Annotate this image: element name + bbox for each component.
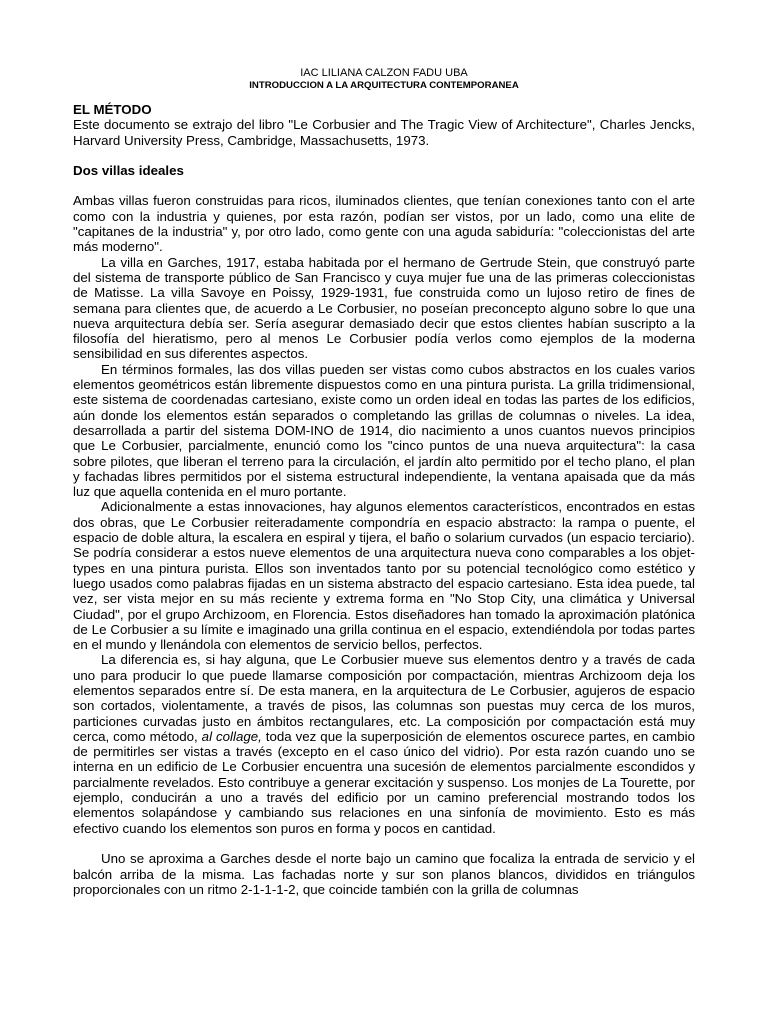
paragraph-1: Ambas villas fueron construidas para ricos, iluminados clientes, que tenían conexiones tanto con el arte como con la industria y quienes, por esta razón, podían ser vistos, por un lado, como una elite de "capitanes de la industria" y, por otro lado, como gente con una aguda sabiduría: "coleccionistas del arte más moderno".: [73, 193, 695, 255]
spacer: [73, 178, 695, 193]
paragraph-3: En términos formales, las dos villas pueden ser vistas como cubos abstractos en los cuales varios elementos geométricos están libremente dispuestos como en una pintura purista. La grilla tridimensional, este sistema de coordenadas cartesiano, existe como un orden ideal en todas las partes de los edificios, aún donde los elementos están separados o completando las grillas de columnas o niveles. La idea, desarrollada a partir del sistema DOM-INO de 1914, dio nacimiento a unos cuantos nuevos principios que Le Corbusier, parcialmente, enunció como los "cinco puntos de una nueva arquitectura": la casa sobre pilotes, que liberan el terreno para la circulación, el jardín alto permitido por el techo plano, el plan y fachadas libres permitidos por el sistema estructural independiente, la ventana apaisada que da más luz que aquella contenida en el muro portante.: [73, 361, 695, 500]
paragraph-5-italic: al collage,: [201, 728, 262, 744]
header-course: INTRODUCCION A LA ARQUITECTURA CONTEMPORANEA: [249, 80, 519, 91]
header-institution: IAC LILIANA CALZON FADU UBA: [300, 67, 468, 79]
paragraph-5-text-b: toda vez que la superposición de elementos oscurece partes, en cambio de permitirles ser vistas a través (excepto en el caso único del vidrio). Por esta razón cuando uno se interna en un edificio de Le Corbusier encuentra una sucesión de elementos parcialmente escondidos y parcialmente revelados. Esto contribuye a generar excitación y suspenso. Los monjes de La Tourette, por ejemplo, conducirán a uno a través del edificio por un camino preferencial mostrando todos los elementos solapándose y cambiando sus relaciones en una sinfonía de movimiento. Esto es más efectivo cuando los elementos son puros en forma y pocos en cantidad.: [73, 728, 695, 836]
paragraph-4: Adicionalmente a estas innovaciones, hay algunos elementos característicos, encontrados en estas dos obras, que Le Corbusier reiteradamente compondría en espacio abstracto: la rampa o puente, el espacio de doble altura, la escalera en espiral y tijera, el baño o solarium curvados (un espacio terciario). Se podría considerar a estos nueve elementos de una arquitectura nueva cono comparables a los objet-types en una pintura purista. Ellos son inventados tanto por su potencial tecnológico como estético y luego usados como palabras fijadas en un sistema abstracto del espacio cartesiano. Esta idea puede, tal vez, ser vista mejor en su más reciente y extrema forma en "No Stop City, una climática y Universal Ciudad", por el grupo Archizoom, en Florencia. Estos diseñadores han tomado la aproximación platónica de Le Corbusier a su límite e imaginado una grilla continua en el espacio, extendiéndola por todas partes en el mundo y llenándola con elementos de servicio bellos, perfectos.: [73, 499, 695, 653]
paragraph-5-text-a: La diferencia es, si hay alguna, que Le Corbusier mueve sus elementos dentro y a través de cada uno para producir lo que puede llamarse composición por compactación, mientras Archizoom deja los elementos separados entre sí. De esta manera, en la arquitectura de Le Corbusier, agujeros de espacio son cortados, violentamente, a través de pisos, las columnas son puestas muy cerca de los muros, particiones curvadas justo en ámbitos rectangulares, etc. La composición por compactación está muy cerca, como método,: [73, 652, 695, 744]
source-note: Este documento se extrajo del libro "Le Corbusier and The Tragic View of Architecture", Charles Jencks, Harvard University Press, Cambridge, Massachusetts, 1973.: [73, 117, 695, 148]
section-heading: Dos villas ideales: [73, 162, 184, 178]
paragraph-6: Uno se aproxima a Garches desde el norte bajo un camino que focaliza la entrada de servicio y el balcón arriba de la misma. Las fachadas norte y sur son planos blancos, divididos en triángulos proporcionales con un ritmo 2-1-1-1-2, que coincide también con la grilla de columnas: [73, 851, 695, 897]
paragraph-5: [73, 652, 695, 836]
document-title: EL MÉTODO: [73, 102, 152, 117]
paragraph-2: La villa en Garches, 1917, estaba habitada por el hermano de Gertrude Stein, que construyó parte del sistema de transporte público de San Francisco y cuya mujer fue una de las primeras coleccionistas de Matisse. La villa Savoye en Poissy, 1929-1931, fue construida como un lujoso retiro de fines de semana para clientes que, de acuerdo a Le Corbusier, no poseían preconcepto alguno sobre lo que una nueva arquitectura debía ser. Sería asegurar demasiado decir que estos clientes habían suscripto a la filosofía del hieratismo, pero al menos Le Corbusier podía verlos como ejemplos de la moderna sensibilidad en sus diferentes aspectos.: [73, 254, 695, 362]
spacer: [73, 836, 695, 851]
